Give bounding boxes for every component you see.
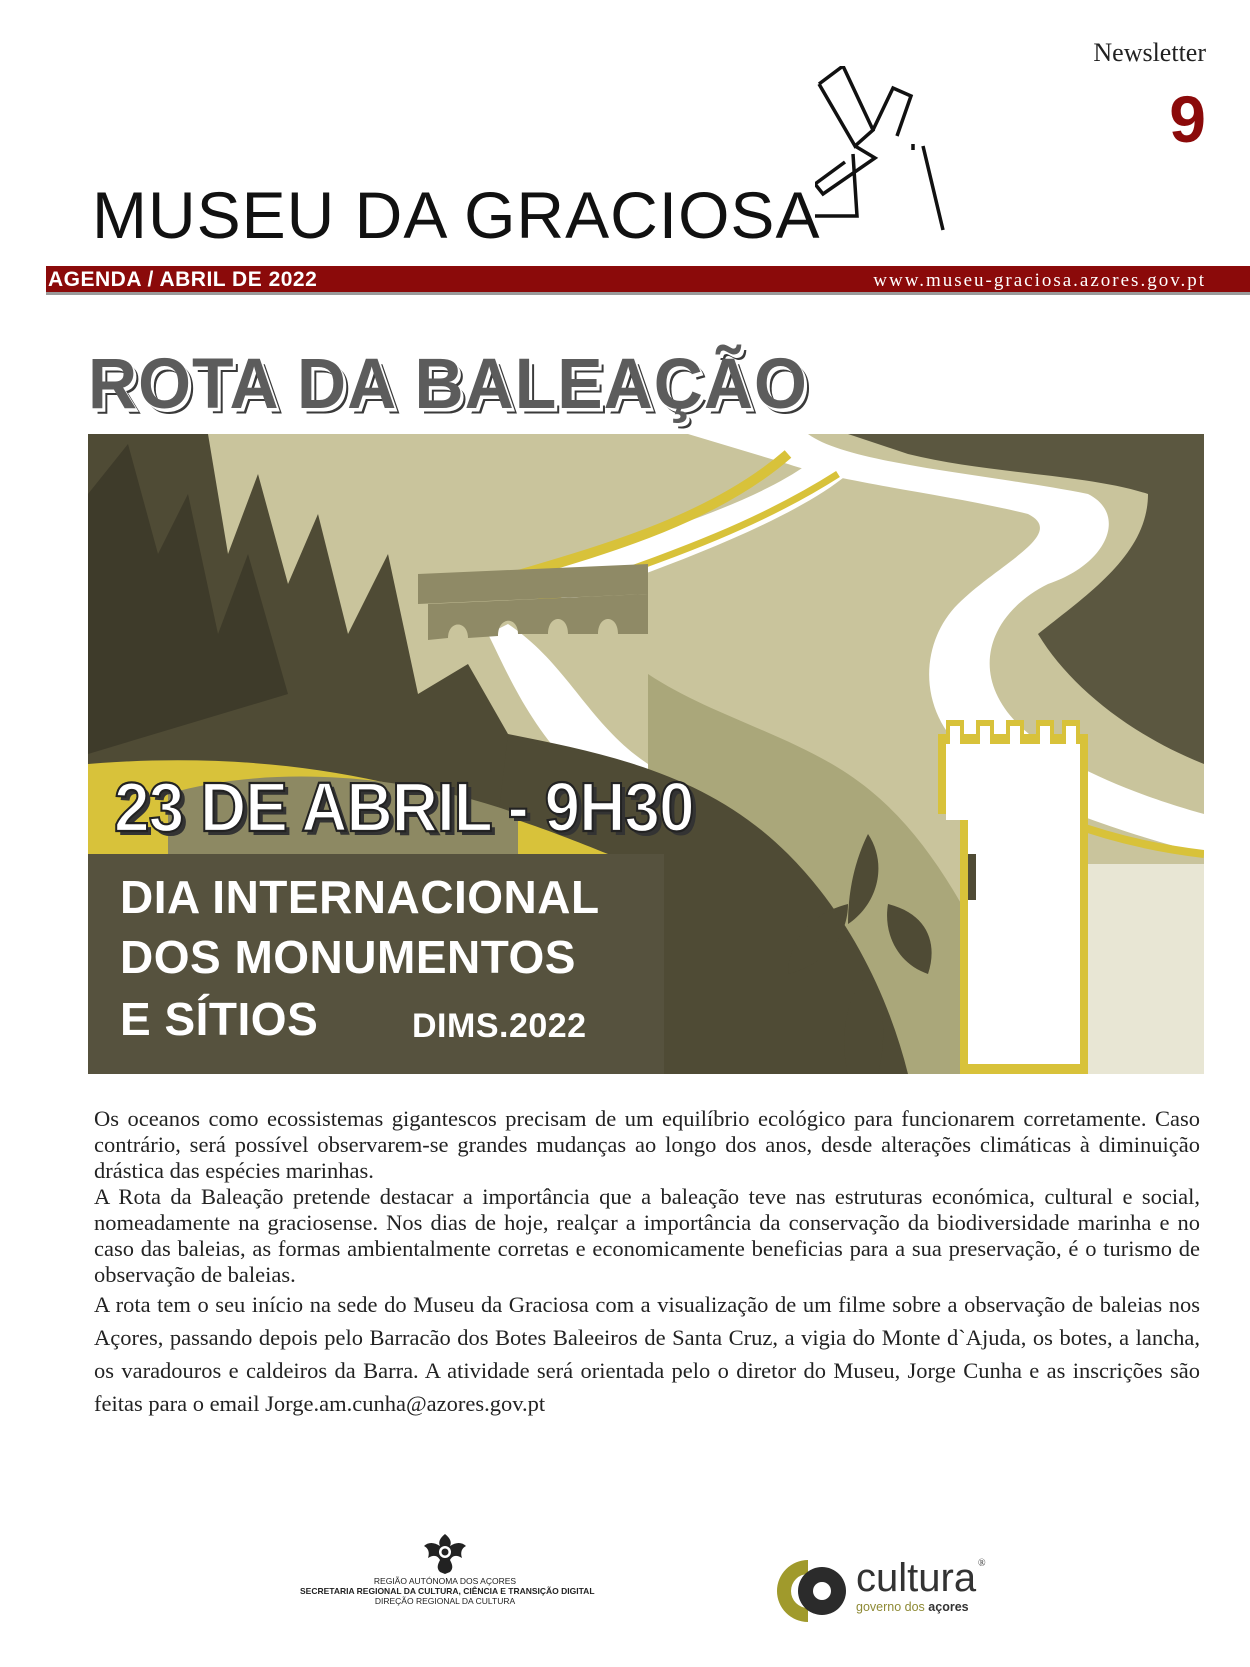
event-poster [88, 434, 1204, 1074]
newsletter-label: Newsletter [1093, 38, 1206, 67]
eagle-crest-icon [422, 1532, 468, 1576]
windmill-logo-icon [815, 66, 1015, 252]
dims-line-1: DIA INTERNACIONAL [120, 871, 600, 923]
cultura-c-icon [770, 1556, 854, 1626]
agenda-label: AGENDA / ABRIL DE 2022 [48, 268, 318, 291]
article-body [94, 1106, 1200, 1420]
gov-line-3: DIREÇÃO REGIONAL DA CULTURA [374, 1596, 516, 1606]
registered-mark: ® [978, 1558, 986, 1569]
website-link[interactable]: www.museu-graciosa.azores.gov.pt [873, 270, 1206, 291]
cultura-sub-prefix: governo dos [856, 1600, 925, 1614]
dims-banner [88, 854, 664, 1074]
event-title: ROTA DA BALEAÇÃO [88, 344, 808, 424]
issue-number: 9 [1169, 82, 1206, 156]
paragraph-1: Os oceanos como ecossistemas gigantescos precisam de um equilíbrio ecológico para funcionarem corretamente. Caso contrário, será possível observarem-se grandes mudanças ao longo dos anos, desde alterações climáticas à diminuição drástica das espécies marinhas. [94, 1106, 1200, 1183]
museum-title: MUSEU DA GRACIOSA [92, 178, 821, 252]
dims-line-2: DOS MONUMENTOS [120, 931, 576, 983]
cultura-word: cultura [856, 1556, 977, 1600]
government-logo [300, 1532, 595, 1606]
event-date-time: 23 DE ABRIL - 9H30 [114, 768, 694, 846]
cultura-subtitle [856, 1600, 969, 1614]
dims-tag: DIMS.2022 [412, 1007, 587, 1045]
paragraph-2: A Rota da Baleação pretende destacar a importância que a baleação teve nas estruturas económica, cultural e social, nomeadamente na graciosense. Nos dias de hoje, realçar a importância da conservação da biodiversidade marinha e no caso das baleias, as formas ambientalmente corretas e economicamente beneficias para a sua preservação, é o turismo de observação de baleias. [94, 1184, 1200, 1287]
gov-line-2: SECRETARIA REGIONAL DA CULTURA, CIÊNCIA E TRANSIÇÃO DIGITAL [300, 1586, 595, 1596]
gov-line-1: REGIÃO AUTÓNOMA DOS AÇORES [373, 1576, 517, 1586]
cultura-logo [770, 1556, 986, 1626]
paragraph-3: A rota tem o seu início na sede do Museu da Graciosa com a visualização de um filme sobre a observação de baleias nos Açores, passando depois pelo Barracão dos Botes Baleeiros de Santa Cruz, a vigia do Monte d`Ajuda, os botes, a lancha, os varadouros e caldeiros da Barra. A atividade será orientada pelo o diretor do Museu, Jorge Cunha e as inscrições são feitas para o email Jorge.am.cunha@azores.gov.pt [94, 1292, 1200, 1416]
cultura-sub-bold: açores [928, 1600, 969, 1614]
dims-line-3: E SÍTIOS [120, 993, 319, 1045]
header-bar-shadow [46, 292, 1250, 295]
